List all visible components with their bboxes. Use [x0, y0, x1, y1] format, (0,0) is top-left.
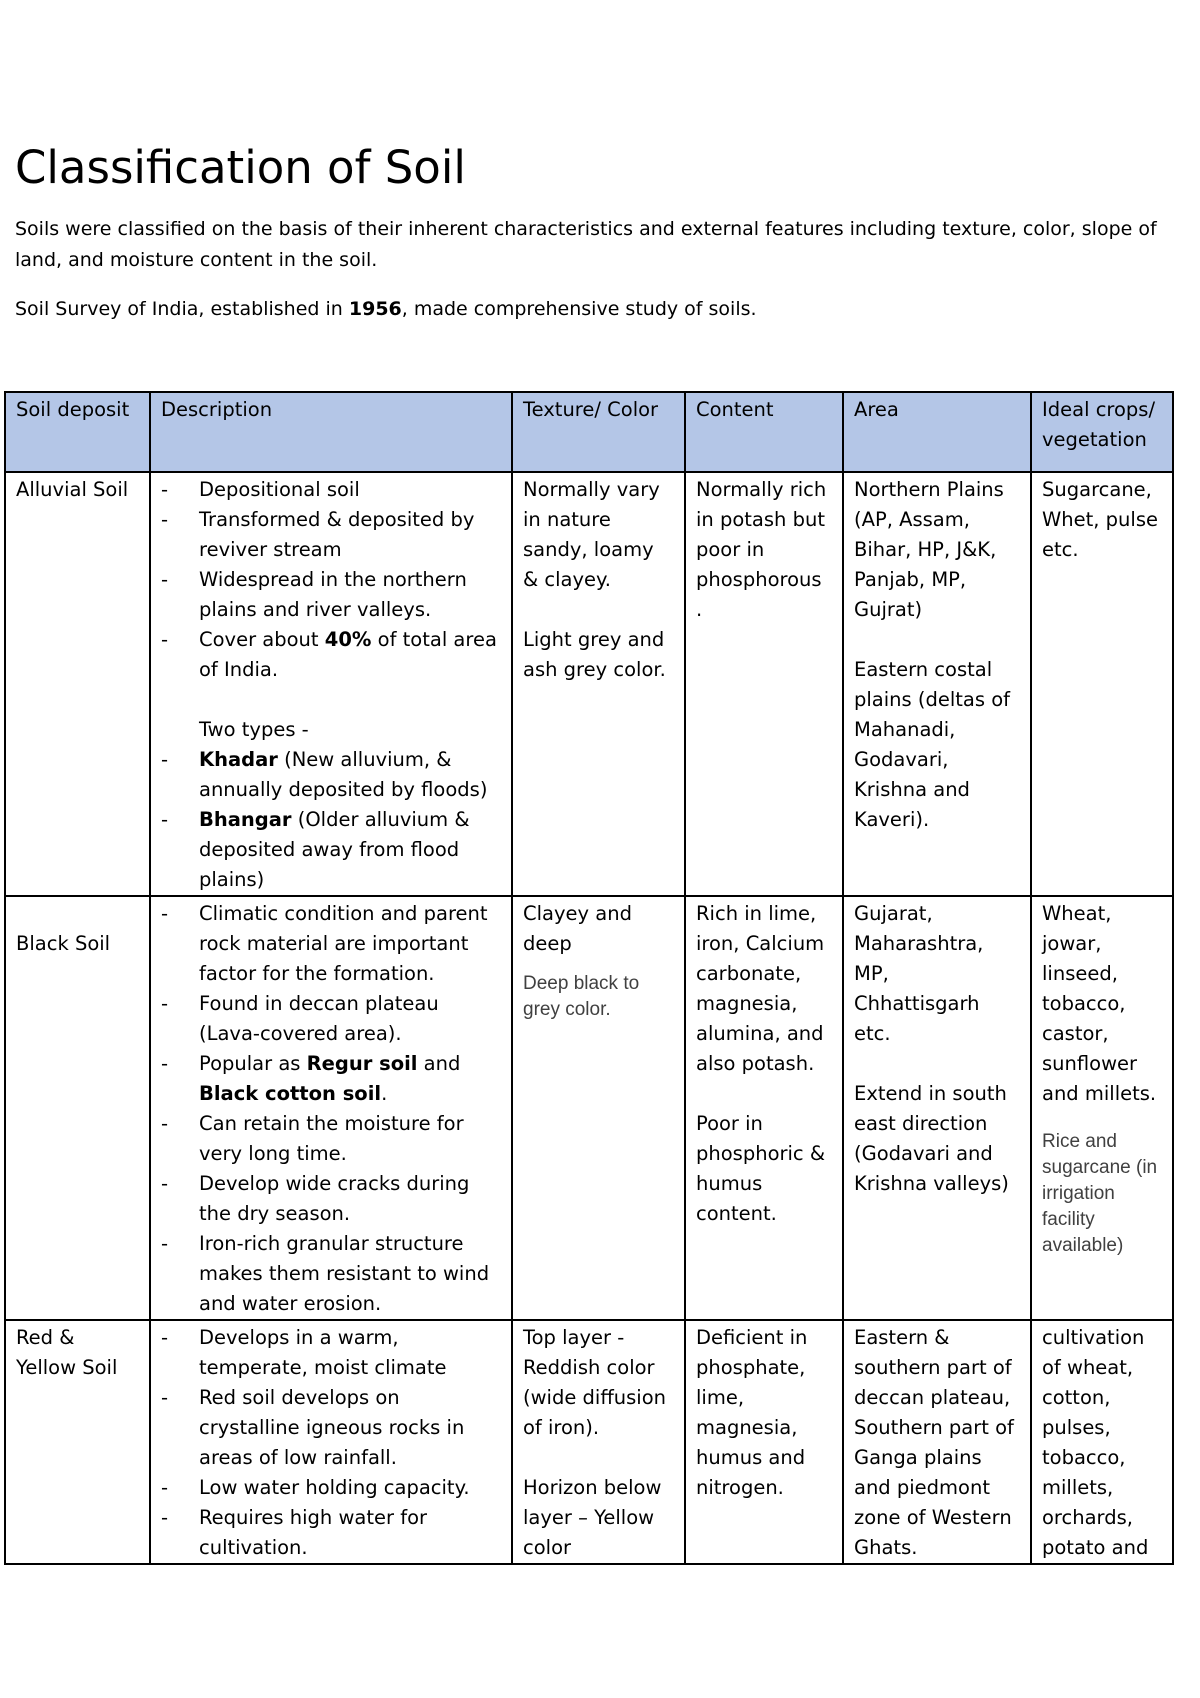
area-text: Gujarat, Maharashtra, MP, Chhattisgarh etc. — [854, 902, 984, 1045]
item-text: (New alluvium, & annually deposited by floods) — [199, 748, 488, 801]
description-cell — [150, 896, 512, 1320]
crops-cell: cultivation of wheat, cotton, pulses, tobacco, millets, orchards, potato and — [1031, 1320, 1173, 1564]
content-cell: Deficient in phosphate, lime, magnesia, humus and nitrogen. — [685, 1320, 843, 1564]
description-item — [161, 625, 501, 685]
soil-name: Alluvial Soil — [5, 472, 150, 896]
survey-text-pre: Soil Survey of India, established in — [15, 298, 349, 320]
description-item: - Found in deccan plateau (Lava-covered area). — [161, 989, 501, 1049]
area-cell — [843, 896, 1031, 1320]
texture-text: Horizon below layer – Yellow color — [523, 1476, 662, 1559]
description-item: - Transformed & deposited by reviver stream — [161, 505, 501, 565]
description-cell — [150, 1320, 512, 1564]
description-item: - Low water holding capacity. — [161, 1473, 501, 1503]
page-title: Classification of Soil — [15, 141, 466, 194]
item-text: of total area of India. — [199, 628, 497, 681]
description-item — [161, 745, 501, 805]
item-text: . — [381, 1082, 388, 1105]
table-row-black — [5, 896, 1173, 1320]
content-cell — [685, 896, 843, 1320]
description-item: - Iron-rich granular structure makes them resistant to wind and water erosion. — [161, 1229, 501, 1319]
crops-cell: Sugarcane, Whet, pulse etc. — [1031, 472, 1173, 896]
description-item: - Red soil develops on crystalline igneous rocks in areas of low rainfall. — [161, 1383, 501, 1473]
item-bold: Bhangar — [199, 808, 292, 831]
header-ideal-crops: Ideal crops/ vegetation — [1031, 392, 1173, 472]
content-cell — [685, 472, 843, 896]
item-bold: 40% — [324, 628, 372, 651]
description-item: - Develops in a warm, temperate, moist climate — [161, 1323, 501, 1383]
soil-name — [5, 896, 150, 1320]
item-text: and — [417, 1052, 461, 1075]
table-row-alluvial — [5, 472, 1173, 896]
crops-text: Wheat, jowar, linseed, tobacco, castor, sunflower and millets. — [1042, 902, 1157, 1105]
crops-note: Rice and sugarcane (in irrigation facility available) — [1042, 1131, 1158, 1256]
item-text: Popular as — [199, 1052, 307, 1075]
header-area: Area — [843, 392, 1031, 472]
area-cell — [843, 472, 1031, 896]
texture-text: Normally vary in nature sandy, loamy & clayey. — [523, 478, 660, 591]
item-bold: Black cotton soil — [199, 1082, 382, 1105]
texture-cell — [512, 472, 685, 896]
description-cell — [150, 472, 512, 896]
content-text: Normally rich in potash but poor in phosphorous — [696, 478, 827, 591]
content-text: Rich in lime, iron, Calcium carbonate, magnesia, alumina, and also potash. — [696, 902, 825, 1075]
description-subheading: Two types - — [199, 718, 309, 741]
description-item — [161, 1049, 501, 1109]
table-row-red-yellow — [5, 1320, 1173, 1564]
soil-classification-table — [4, 391, 1174, 1565]
description-item: - Climatic condition and parent rock material are important factor for the formation. — [161, 899, 501, 989]
item-bold: Regur soil — [306, 1052, 418, 1075]
table-header-row — [5, 392, 1173, 472]
description-item: - Develop wide cracks during the dry season. — [161, 1169, 501, 1229]
survey-text-post: , made comprehensive study of soils. — [401, 298, 757, 320]
item-text: Cover about — [199, 628, 325, 651]
area-text: Extend in south east direction (Godavari and Krishna valleys) — [854, 1082, 1009, 1195]
crops-cell — [1031, 896, 1173, 1320]
header-texture-color: Texture/ Color — [512, 392, 685, 472]
color-text: Light grey and ash grey color. — [523, 628, 666, 681]
description-item: - Depositional soil — [161, 475, 501, 505]
content-text: Poor in phosphoric & humus content. — [696, 1112, 826, 1225]
description-item: - Widespread in the northern plains and river valleys. — [161, 565, 501, 625]
description-item — [161, 805, 501, 895]
texture-text: Clayey and deep — [523, 902, 632, 955]
texture-text: Top layer -Reddish color (wide diffusion of iron). — [523, 1326, 667, 1439]
color-text: Deep black to grey color. — [523, 973, 640, 1020]
item-text: (Older alluvium & deposited away from flood plains) — [199, 808, 470, 891]
survey-year: 1956 — [348, 298, 402, 320]
item-bold: Khadar — [199, 748, 278, 771]
survey-paragraph — [15, 294, 757, 325]
description-item: - Can retain the moisture for very long time. — [161, 1109, 501, 1169]
content-dot: . — [696, 598, 703, 621]
texture-cell — [512, 896, 685, 1320]
header-soil-deposit: Soil deposit — [5, 392, 150, 472]
header-description: Description — [150, 392, 512, 472]
area-cell: Eastern & southern part of deccan plateau, Southern part of Ganga plains and piedmont zone of Western Ghats. — [843, 1320, 1031, 1564]
intro-paragraph: Soils were classified on the basis of their inherent characteristics and external features including texture, color, slope of land, and moisture content in the soil. — [15, 218, 1157, 271]
texture-cell — [512, 1320, 685, 1564]
soil-name-text: Black Soil — [16, 932, 111, 955]
area-text: Northern Plains (AP, Assam, Bihar, HP, J&K, Panjab, MP, Gujrat) — [854, 478, 1004, 621]
area-text: Eastern costal plains (deltas of Mahanadi, Godavari, Krishna and Kaveri). — [854, 658, 1011, 831]
header-content: Content — [685, 392, 843, 472]
description-item: - Requires high water for cultivation. — [161, 1503, 501, 1563]
soil-name: Red & Yellow Soil — [5, 1320, 150, 1564]
